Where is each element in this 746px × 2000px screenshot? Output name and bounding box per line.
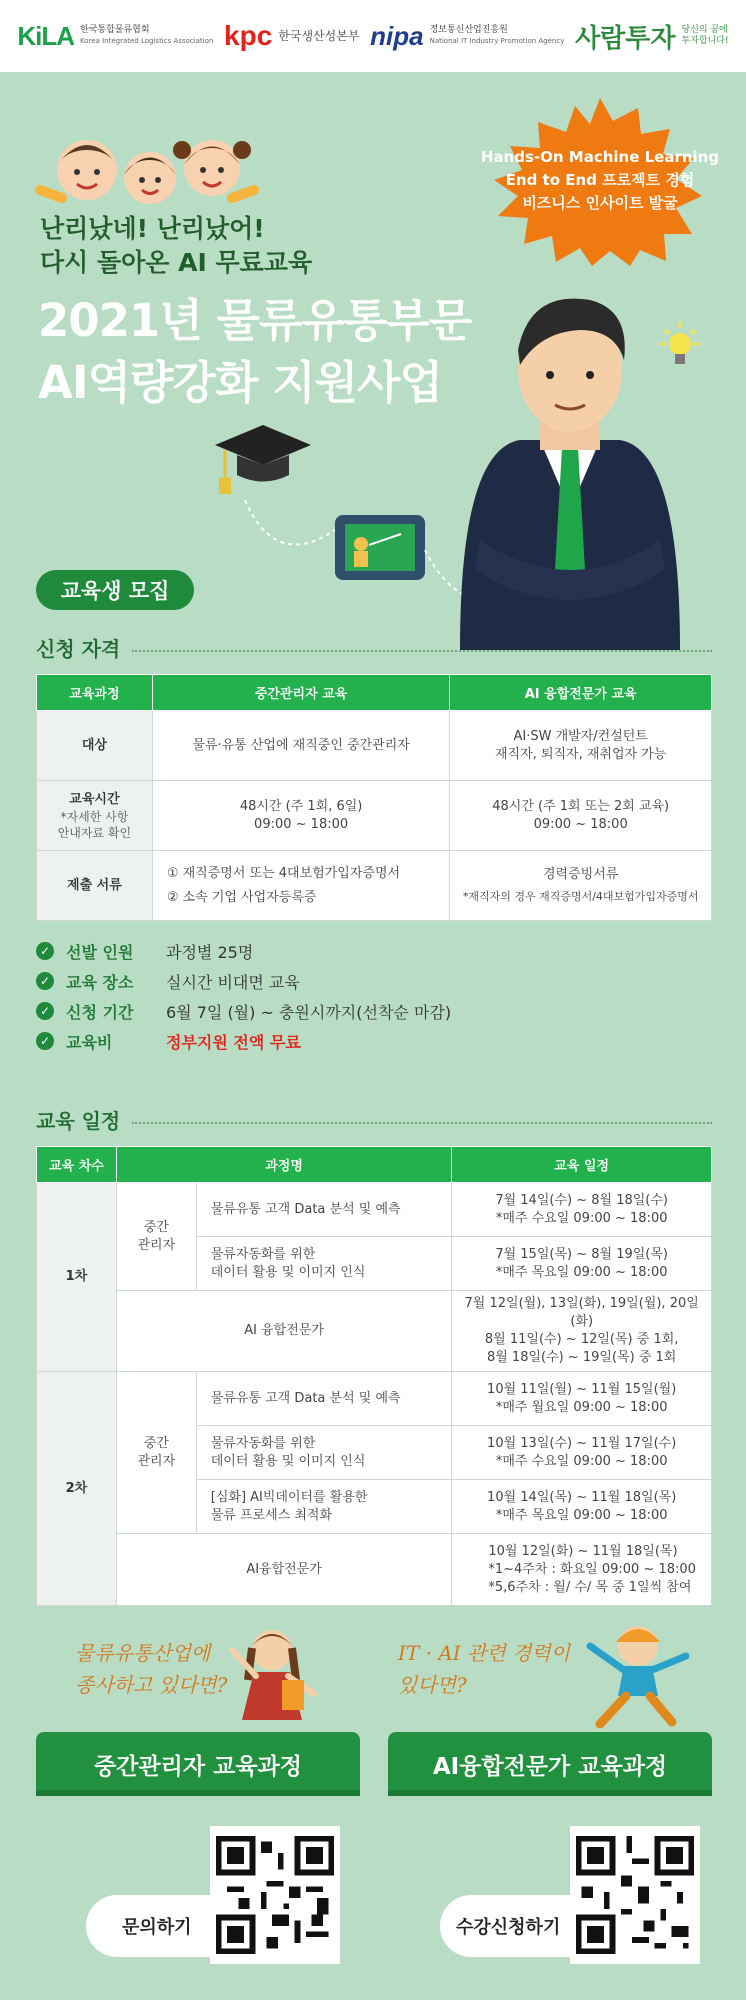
eligibility-section-title — [36, 633, 712, 662]
info-value: 6월 7일 (월) ~ 충원시까지(선착순 마감) — [166, 1002, 452, 1022]
table-cell: 물류·유통 산업에 재직중인 중간관리자 — [152, 711, 450, 781]
table-row — [37, 1291, 712, 1372]
starburst-text — [480, 146, 720, 215]
row-label — [37, 781, 153, 851]
cell-line: 7월 12일(월), 13일(화), 19일(월), 20일(화) — [464, 1296, 699, 1329]
info-key: 신청 기간 — [66, 1002, 134, 1022]
course-name — [196, 1426, 452, 1480]
nipa-logo — [370, 21, 564, 52]
nipa-mark: nipa — [370, 20, 424, 51]
table-cell — [152, 851, 450, 921]
round-label: 1차 — [37, 1183, 117, 1372]
qr-code-icon — [576, 1832, 694, 1958]
cell-line: 물류유통 고객 Data 분석 및 예측 — [210, 1201, 401, 1217]
info-key: 교육 장소 — [66, 972, 134, 992]
list-item — [36, 936, 451, 966]
cell-line: ① 재직증명서 또는 4대보험가입자증명서 — [166, 865, 401, 881]
course-date — [452, 1291, 712, 1372]
info-value: 실시간 비대면 교육 — [166, 972, 300, 992]
note-line: 종사하고 있다면? — [75, 1673, 228, 1697]
course-name: AI융합전문가 — [116, 1534, 451, 1606]
saram-slogan-2: 투자합니다! — [681, 36, 729, 46]
header-cell: 교육 차수 — [37, 1147, 117, 1183]
kid-face-1 — [40, 140, 117, 200]
table-row — [37, 1534, 712, 1606]
kila-name-en: Korea Integrated Logistics Association — [80, 37, 214, 45]
hero-subheading — [40, 212, 312, 280]
cell-line: *매주 목요일 09:00 ~ 18:00 — [495, 1507, 668, 1523]
header-cell: 교육 일정 — [452, 1147, 712, 1183]
header-cell: 과정명 — [116, 1147, 451, 1183]
kpc-mark: kpc — [224, 20, 273, 51]
cell-line: 10월 11일(월) ~ 11월 15일(월) — [487, 1381, 677, 1397]
track-label: 중간 관리자 — [116, 1183, 196, 1291]
info-value: 과정별 25명 — [166, 942, 254, 962]
row-label-text: 교육시간 — [69, 791, 120, 807]
title-divider — [132, 1122, 712, 1124]
row-label: 대상 — [37, 711, 153, 781]
girl-illustration — [222, 1620, 332, 1730]
header-cell: 교육과정 — [37, 675, 153, 711]
cell-line: 09:00 ~ 18:00 — [254, 816, 349, 832]
cell-line: 10월 12일(화) ~ 11월 18일(목) — [488, 1543, 678, 1559]
cell-line: 데이터 활용 및 이미지 인식 — [210, 1453, 366, 1469]
inquiry-button[interactable]: 문의하기 — [86, 1895, 286, 1957]
course-date — [452, 1237, 712, 1291]
whiteboard-icon — [335, 515, 425, 580]
kids-illustration — [32, 120, 262, 210]
cell-line: 재직자, 퇴직자, 재취업자 가능 — [495, 746, 667, 762]
partner-logo-bar — [0, 0, 746, 72]
kpc-name: 한국생산성본부 — [278, 28, 360, 43]
cell-line: 7월 15일(목) ~ 8월 19일(목) — [495, 1246, 668, 1262]
graduation-cap-icon — [215, 425, 311, 494]
table-cell — [152, 781, 450, 851]
schedule-table — [36, 1146, 712, 1606]
kila-logo — [17, 21, 213, 52]
course-date — [452, 1480, 712, 1534]
header-cell: AI 융합전문가 교육 — [450, 675, 712, 711]
info-value: 정부지원 전액 무료 — [166, 1032, 301, 1052]
check-icon: ✓ — [36, 1032, 54, 1050]
list-item — [36, 996, 451, 1026]
cell-line: 7월 14일(수) ~ 8월 18일(수) — [495, 1192, 668, 1208]
course-date — [452, 1534, 712, 1606]
course-date — [452, 1426, 712, 1480]
boy-illustration — [560, 1616, 710, 1734]
cell-line: ② 소속 기업 사업자등록증 — [166, 889, 317, 905]
check-icon: ✓ — [36, 942, 54, 960]
row-note: *자세한 사항 — [60, 809, 129, 824]
cell-line: 48시간 (주 1회 또는 2회 교육) — [492, 798, 670, 814]
kila-mark: Ki — [17, 20, 42, 51]
header-cell: 중간관리자 교육 — [152, 675, 450, 711]
check-icon: ✓ — [36, 972, 54, 990]
hero-title-line-2: AI역량강화 지원사업 — [38, 356, 442, 409]
table-header-row — [37, 1147, 712, 1183]
list-item — [36, 1026, 451, 1056]
cell-line: 10월 13일(수) ~ 11월 17일(수) — [487, 1435, 677, 1451]
course-name — [196, 1372, 452, 1426]
hero-title-line-1: 2021년 물류유통부문 — [38, 294, 472, 347]
title-divider — [132, 650, 712, 652]
kila-mark-b: LA — [41, 20, 75, 51]
qr-code-inquiry[interactable] — [210, 1826, 340, 1964]
course-date — [452, 1372, 712, 1426]
table-row — [37, 851, 712, 921]
course-name — [196, 1183, 452, 1237]
nipa-name: 정보통신산업진흥원 — [429, 25, 508, 35]
cell-line: 10월 14일(목) ~ 11월 18일(목) — [487, 1489, 677, 1505]
row-label: 제출 서류 — [37, 851, 153, 921]
table-row — [37, 781, 712, 851]
burst-line-1: Hands-On Machine Learning — [480, 148, 720, 166]
nipa-name-en: National IT Industry Promotion Agency — [429, 37, 565, 45]
table-cell — [450, 711, 712, 781]
apply-button[interactable]: 수강신청하기 — [440, 1895, 640, 1957]
recruit-badge: 교육생 모집 — [36, 570, 194, 610]
tuja-mark: 투자 — [625, 22, 676, 53]
list-item — [36, 966, 451, 996]
table-row — [37, 1372, 712, 1426]
info-key: 교육비 — [66, 1032, 113, 1052]
course-date — [452, 1183, 712, 1237]
cell-line: 8월 11일(수) ~ 12일(목) 중 1회, — [484, 1332, 679, 1347]
cap-and-board-illustration — [205, 420, 465, 620]
kid-face-3 — [173, 140, 254, 198]
table-row — [37, 1183, 712, 1237]
eligibility-title-text: 신청 자격 — [36, 637, 121, 661]
ai-expert-course-button[interactable]: AI융합전문가 교육과정 — [388, 1732, 712, 1796]
cell-line: [심화] AI빅데이터를 활용한 — [210, 1489, 368, 1505]
table-header-row — [37, 675, 712, 711]
schedule-title-text: 교육 일정 — [36, 1109, 121, 1133]
note-line: IT · AI 관련 경력이 — [398, 1641, 570, 1665]
qr-code-icon — [216, 1832, 334, 1958]
cell-line: *매주 수요일 09:00 ~ 18:00 — [495, 1210, 668, 1226]
table-cell — [450, 851, 712, 921]
check-icon: ✓ — [36, 1002, 54, 1020]
cell-line: *1~4주차 : 화요일 09:00 ~ 18:00 — [488, 1561, 696, 1577]
saram-mark: 사람 — [575, 22, 626, 53]
track-label: 중간 관리자 — [116, 1372, 196, 1534]
hero-sub-line-2: 다시 돌아온 AI 무료교육 — [40, 248, 313, 277]
cell-line: 물류 프로세스 최적화 — [210, 1507, 333, 1523]
cell-line: *매주 월요일 09:00 ~ 18:00 — [495, 1399, 668, 1415]
cell-line: *5,6주차 : 월/ 수/ 목 중 1일씩 참여 — [488, 1579, 692, 1595]
saram-tuja-logo — [575, 18, 729, 55]
table-row — [37, 711, 712, 781]
kid-face-2 — [124, 152, 176, 204]
info-key: 선발 인원 — [66, 942, 134, 962]
lightbulb-icon — [650, 318, 710, 378]
cell-line: *재직자의 경우 재직증명서/4대보험가입자증명서 — [462, 889, 699, 903]
course-name — [196, 1480, 452, 1534]
note-line: 물류유통산업에 — [75, 1641, 211, 1665]
cell-line: 데이터 활용 및 이미지 인식 — [210, 1264, 366, 1280]
course-name — [196, 1237, 452, 1291]
burst-line-2: End to End 프로젝트 경험 — [505, 171, 695, 189]
hero-title — [38, 290, 471, 414]
qr-code-apply[interactable] — [570, 1826, 700, 1964]
cell-line: 8월 18일(수) ~ 19일(목) 중 1회 — [486, 1350, 677, 1365]
course-name: AI 융합전문가 — [116, 1291, 451, 1372]
cell-line: 경력증빙서류 — [543, 866, 619, 882]
round-label: 2차 — [37, 1372, 117, 1606]
cell-line: 물류자동화를 위한 — [210, 1246, 316, 1262]
kila-name: 한국통합물류협회 — [80, 25, 150, 35]
cell-line: 물류자동화를 위한 — [210, 1435, 316, 1451]
row-note: 안내자료 확인 — [57, 825, 132, 840]
mid-manager-course-button[interactable]: 중간관리자 교육과정 — [36, 1732, 360, 1796]
burst-line-3: 비즈니스 인사이트 발굴 — [522, 194, 678, 212]
cell-line: 물류유통 고객 Data 분석 및 예측 — [210, 1390, 401, 1406]
right-handwritten-note — [398, 1637, 570, 1701]
schedule-section-title — [36, 1105, 712, 1134]
left-handwritten-note — [75, 1637, 227, 1701]
saram-slogan-1: 당신의 꿈에 — [681, 25, 728, 35]
eligibility-table — [36, 674, 712, 921]
cell-line: *매주 수요일 09:00 ~ 18:00 — [495, 1453, 668, 1469]
cell-line: 09:00 ~ 18:00 — [533, 816, 628, 832]
hero-sub-line-1: 난리났네! 난리났어! — [40, 214, 265, 243]
note-line: 있다면? — [398, 1673, 467, 1697]
info-checklist — [36, 936, 451, 1056]
kpc-logo — [224, 20, 359, 52]
cell-line: AI·SW 개발자/컨설턴트 — [513, 728, 648, 744]
cell-line: 48시간 (주 1회, 6일) — [239, 798, 363, 814]
cell-line: *매주 목요일 09:00 ~ 18:00 — [495, 1264, 668, 1280]
table-cell — [450, 781, 712, 851]
